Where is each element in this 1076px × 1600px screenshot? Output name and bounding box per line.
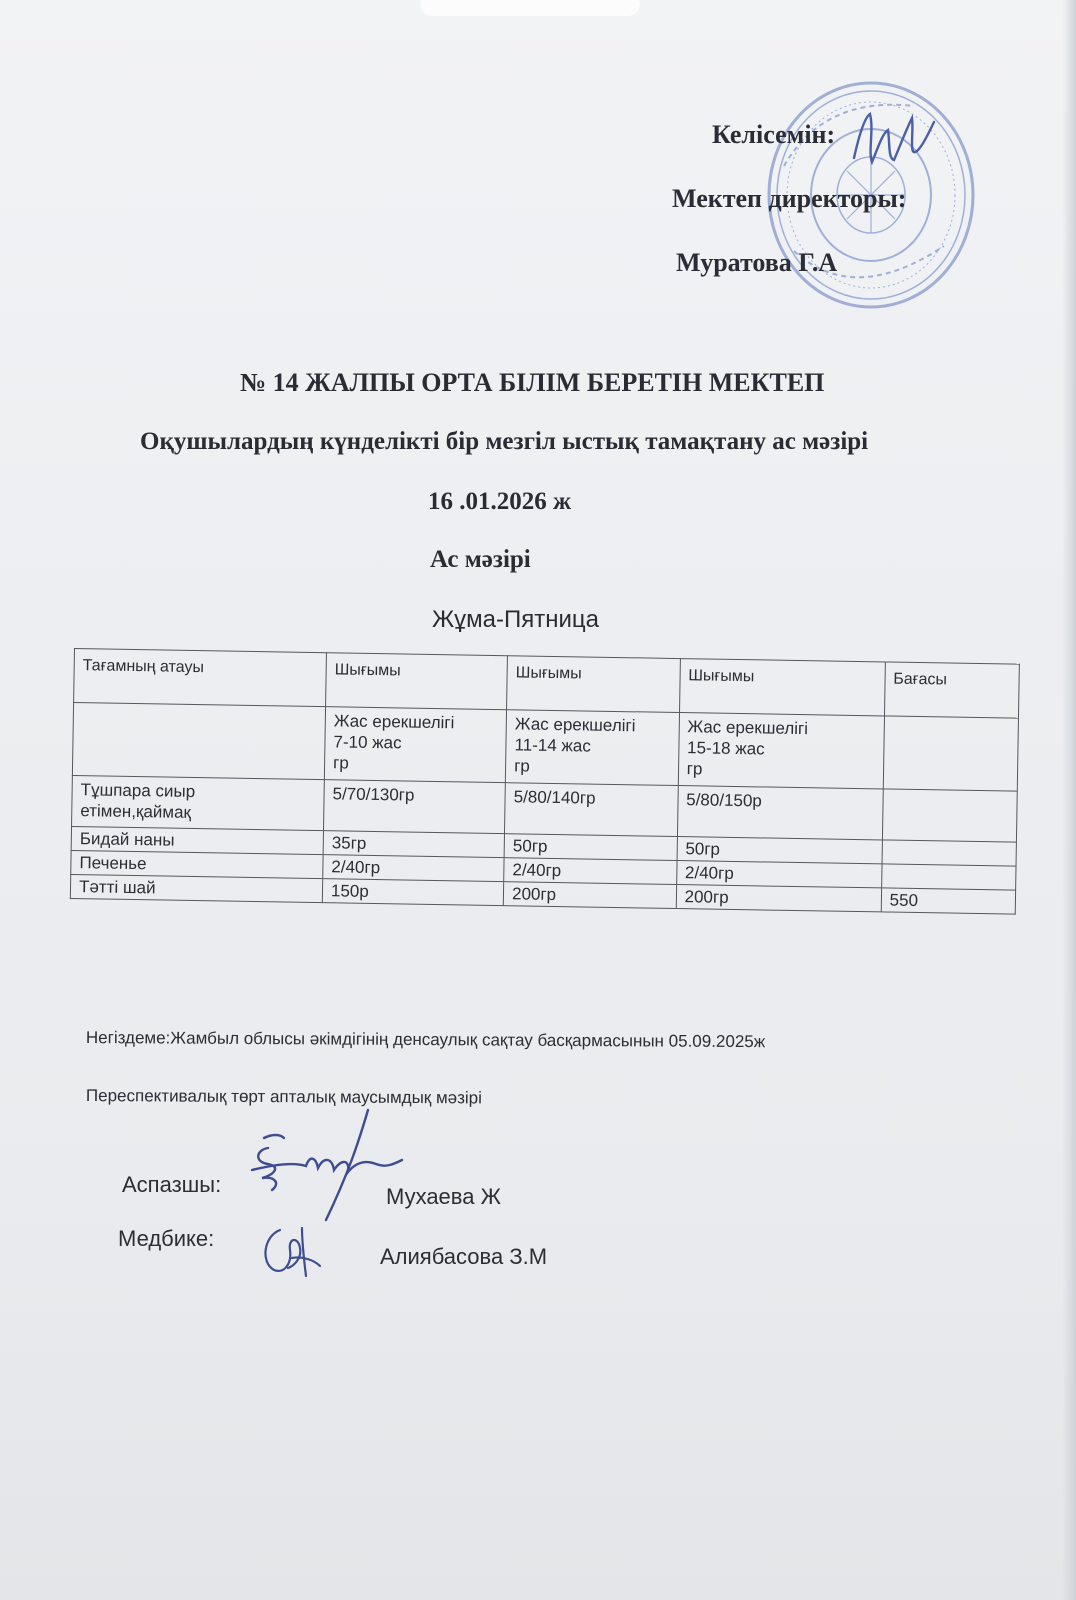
menu-title: Оқушылардың күнделікті бір мезгіл ыстық тамақтану ас мәзірі	[140, 428, 869, 455]
table-cell: Печенье	[71, 850, 323, 878]
approval-label: Келісемін:	[712, 120, 836, 149]
table-cell	[72, 703, 325, 780]
table-cell: 2/40гр	[504, 858, 677, 885]
table-cell: 50гр	[504, 834, 677, 861]
table-cell: 200гр	[503, 882, 676, 909]
table-cell: 5/80/150р	[677, 786, 883, 840]
table-cell	[883, 716, 1018, 791]
menu-table	[70, 648, 1020, 915]
table-cell: Жас ерекшелігі 15-18 жас гр	[678, 713, 884, 789]
table-cell	[881, 864, 1016, 890]
approval-role: Мектеп директоры:	[672, 184, 907, 213]
table-cell: Тұшпара сиыр етімен,қаймақ	[72, 775, 325, 830]
table-cell-price: 550	[881, 888, 1016, 914]
menu-label: Ас мәзірі	[430, 546, 531, 573]
table-header-cell: Шығымы	[507, 656, 680, 713]
cook-name: Мухаева Ж	[386, 1184, 501, 1209]
table-cell: 2/40гр	[323, 855, 504, 882]
basis-note-continued: Переспективалық төрт апталық маусымдық мәзірі	[85, 1086, 482, 1108]
table-cell: Жас ерекшелігі 11-14 жас гр	[505, 710, 679, 786]
nurse-signature	[258, 1222, 328, 1278]
basis-note: Негіздеме:Жамбыл облысы әкімдігінің денсаулық сақтау басқармасынын 05.09.2025ж	[85, 1028, 766, 1052]
table-cell: Тәтті шай	[70, 874, 322, 902]
director-signature	[848, 100, 938, 180]
cook-signature	[246, 1104, 406, 1224]
table-cell	[882, 789, 1017, 842]
table-header-cell: Шығымы	[326, 653, 508, 710]
light-glare	[420, 0, 640, 16]
table-cell: 35гр	[323, 831, 504, 858]
nurse-role: Медбике:	[118, 1226, 215, 1251]
table-cell	[882, 840, 1017, 866]
table-cell: 2/40гр	[676, 861, 881, 888]
table-header-cell: Тағамның атауы	[74, 649, 327, 707]
table-cell: 50гр	[677, 837, 882, 864]
menu-date: 16 .01.2026 ж	[428, 488, 572, 515]
table-cell: Жас ерекшелігі 7-10 жас гр	[324, 707, 506, 783]
school-name: № 14 ЖАЛПЫ ОРТА БІЛІМ БЕРЕТІН МЕКТЕП	[240, 368, 825, 397]
menu-day: Жұма-Пятница	[432, 606, 599, 633]
table-cell: 5/80/140гр	[505, 783, 678, 837]
nurse-name: Алиябасова З.М	[380, 1244, 548, 1269]
table-cell: 5/70/130гр	[323, 780, 505, 834]
table-cell: Бидай наны	[71, 826, 323, 854]
table-cell: 150р	[322, 879, 503, 906]
table-cell: 200гр	[676, 885, 881, 912]
cook-role: Аспазшы:	[122, 1172, 222, 1197]
table-header-cell: Шығымы	[679, 659, 885, 716]
approval-name: Муратова Г.А	[676, 248, 838, 277]
paper-edge-shadow	[1062, 0, 1076, 1600]
table-header-cell: Бағасы	[884, 662, 1019, 718]
